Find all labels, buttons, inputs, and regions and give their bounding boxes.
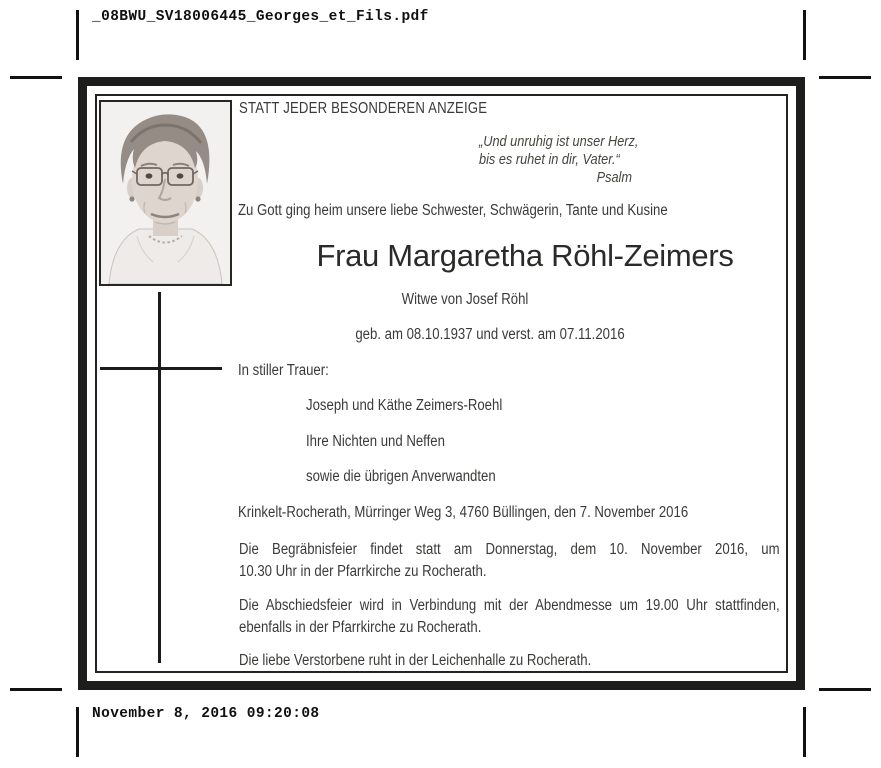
funeral-paragraph (239, 539, 780, 582)
crop-mark-top-right-vertical (803, 10, 806, 60)
memorial-quote-line-2: bis es ruhet in dir, Vater.“ (479, 151, 620, 168)
paragraph-line: Die liebe Verstorbene ruht in der Leichenhalle zu Rocherath. (239, 652, 592, 669)
crop-mark-top-left-horizontal (10, 76, 62, 79)
paragraph-line: ebenfalls in der Pfarrkirche zu Rocherath. (239, 618, 482, 636)
portrait-photo (99, 100, 232, 286)
mourner-line: Joseph und Käthe Zeimers-Roehl (306, 397, 503, 414)
quote-attribution: Psalm (596, 169, 632, 186)
woman-portrait-illustration (101, 102, 230, 284)
crop-mark-bottom-left-vertical (76, 707, 79, 757)
mourning-label: In stiller Trauer: (238, 362, 329, 379)
mourner-line: sowie die übrigen Anverwandten (306, 468, 496, 485)
memorial-quote-line-1: „Und unruhig ist unser Herz, (479, 133, 639, 150)
paragraph-line: Die Begräbnisfeier findet statt am Donnerstag, dem 10. November 2016, um (239, 541, 780, 558)
resting-place-paragraph (239, 650, 780, 672)
paragraph-line: Die Abschiedsfeier wird in Verbindung mit der Abendmesse um 19.00 Uhr stattfinden, (239, 597, 780, 614)
farewell-paragraph (239, 595, 780, 638)
crop-mark-top-right-horizontal (819, 76, 871, 79)
mourner-line: Ihre Nichten und Neffen (306, 433, 445, 450)
memorial-cross-horizontal-bar (100, 367, 222, 370)
crop-mark-top-left-vertical (76, 10, 79, 60)
timestamp-label: November 8, 2016 09:20:08 (92, 706, 320, 722)
relation-line: Witwe von Josef Röhl (401, 291, 529, 308)
place-date-line: Krinkelt-Rocherath, Mürringer Weg 3, 4760 Büllingen, den 7. November 2016 (238, 504, 689, 521)
life-dates-line: geb. am 08.10.1937 und verst. am 07.11.2016 (355, 326, 625, 343)
memorial-cross-vertical-bar (158, 292, 161, 663)
crop-mark-bottom-left-horizontal (10, 688, 62, 691)
deceased-name: Frau Margaretha Röhl-Zeimers (316, 238, 734, 273)
crop-mark-bottom-right-horizontal (819, 688, 871, 691)
intro-line: Zu Gott ging heim unsere liebe Schwester, Schwägerin, Tante und Kusine (238, 202, 668, 219)
crop-mark-bottom-right-vertical (803, 707, 806, 757)
paragraph-line: 10.30 Uhr in der Pfarrkirche zu Rocherath. (239, 562, 487, 580)
filename-label: _08BWU_SV18006445_Georges_et_Fils.pdf (92, 9, 429, 25)
notice-header: STATT JEDER BESONDEREN ANZEIGE (239, 100, 488, 117)
